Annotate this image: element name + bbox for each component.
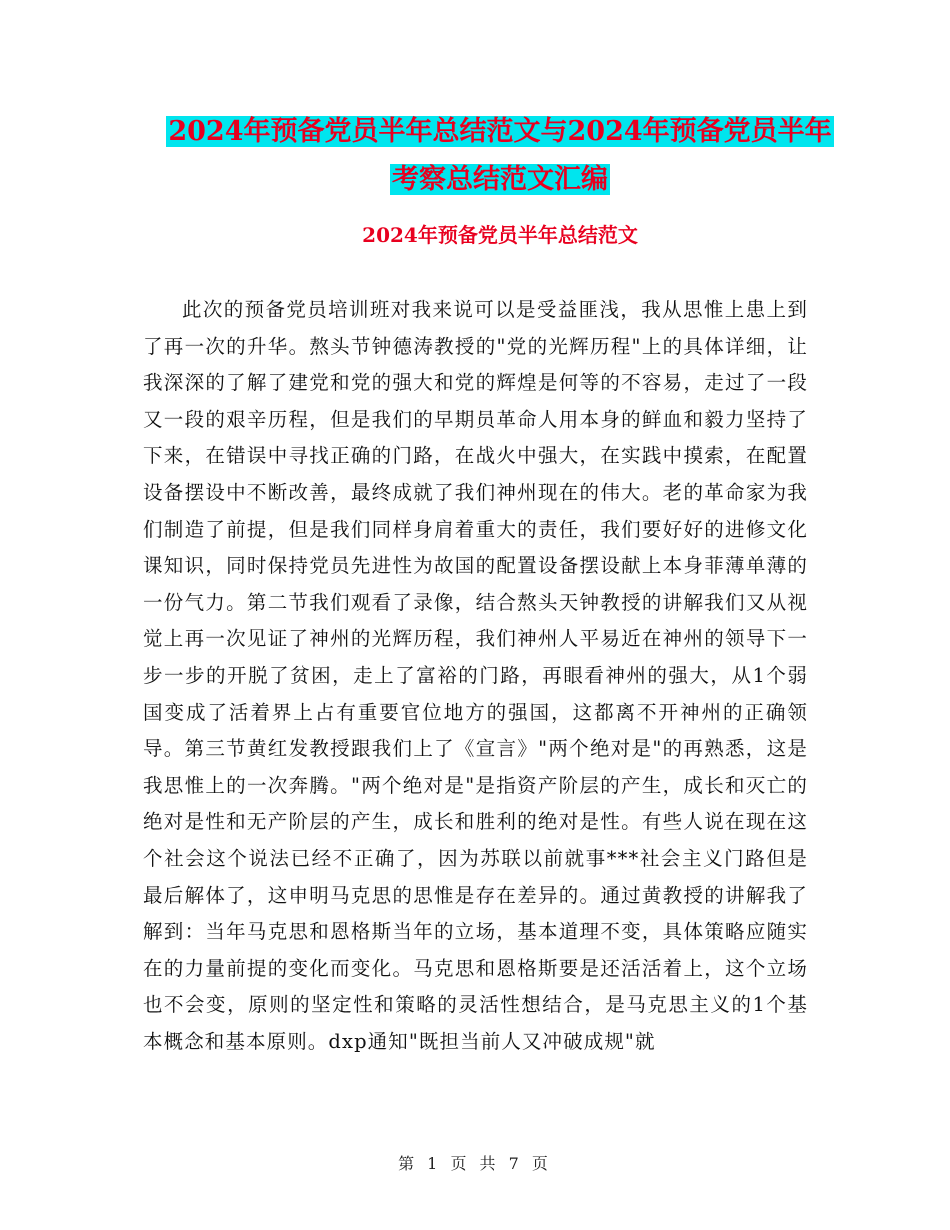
- section-title: 2024年预备党员半年总结范文: [362, 223, 638, 247]
- document-title-line2: 考察总结范文汇编: [392, 164, 608, 195]
- body-paragraph: 此次的预备党员培训班对我来说可以是受益匪浅，我从思惟上患上到了再一次的升华。熬头节钟德涛教授的"党的光辉历程"上的具体详细，让我深深的了解了建党和党的强大和党的辉煌是何等的不容易，走过了一段又一段的艰辛历程，但是我们的早期员革命人用本身的鲜血和毅力坚持了下来，在错误中寻找正确的门路，在战火中强大，在实践中摸索，在配置设备摆设中不断改善，最终成就了我们神州现在的伟大。老的革命家为我们制造了前提，但是我们同样身肩着重大的责任，我们要好好的进修文化课知识，同时保持党员先进性为故国的配置设备摆设献上本身菲薄单薄的一份气力。第二节我们观看了录像，结合熬头天钟教授的讲解我们又从视觉上再一次见证了神州的光辉历程，我们神州人平易近在神州的领导下一步一步的开脱了贫困，走上了富裕的门路，再眼看神州的强大，从1个弱国变成了活着界上占有重要官位地方的强国，这都离不开神州的正确领导。第三节黄红发教授跟我们上了《宣言》"两个绝对是"的再熟悉，这是我思惟上的一次奔腾。"两个绝对是"是指资产阶层的产生，成长和灭亡的绝对是性和无产阶层的产生，成长和胜利的绝对是性。有些人说在现在这个社会这个说法已经不正确了，因为苏联以前就事***社会主义门路但是最后解体了，这申明马克思的思惟是存在差异的。通过黄教授的讲解我了解到：当年马克思和恩格斯当年的立场，基本道理不变，具体策略应随实在的力量前提的变化而变化。马克思和恩格斯要是还活活着上，这个立场也不会变，原则的坚定性和策略的灵活性想结合，是马克思主义的1个基本概念和基本原则。dxp通知"既担当前人又冲破成规"就: [143, 298, 808, 1053]
- page-footer: 第 1 页 共 7 页: [398, 1154, 552, 1173]
- document-title: [140, 108, 860, 204]
- document-title-line1: 2024年预备党员半年总结范文与2024年预备党员半年: [168, 116, 832, 147]
